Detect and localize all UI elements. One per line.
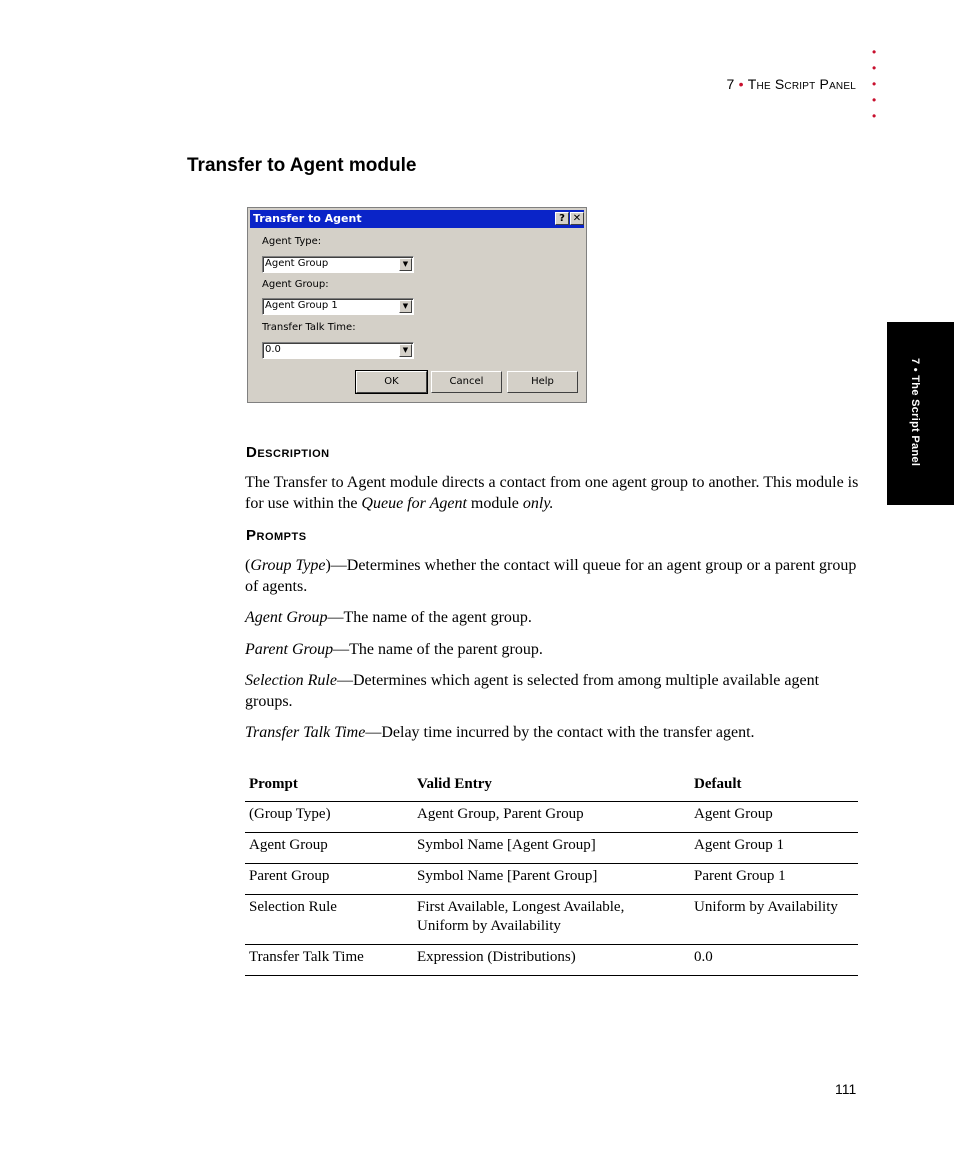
dialog-title: Transfer to Agent — [253, 212, 362, 225]
agent-type-label: Agent Type: — [262, 236, 322, 247]
prompt-term: Agent Group — [245, 609, 328, 626]
prompt-desc: —Delay time incurred by the contact with the transfer agent. — [365, 724, 755, 741]
table-cell: 0.0 — [690, 945, 858, 976]
table-cell: Symbol Name [Agent Group] — [413, 833, 690, 864]
table-cell: Selection Rule — [245, 895, 413, 945]
description-heading: Description — [246, 444, 330, 461]
header-dot: • — [872, 45, 877, 59]
prompt-item-group-type — [245, 555, 860, 597]
agent-group-select[interactable] — [262, 298, 414, 315]
chapter-number: 7 — [726, 76, 735, 92]
prompts-table — [245, 770, 858, 976]
chevron-down-icon[interactable]: ▼ — [399, 258, 412, 271]
running-head — [726, 76, 856, 92]
table-cell: Transfer Talk Time — [245, 945, 413, 976]
table-cell: Uniform by Availability — [690, 895, 858, 945]
chapter-title: The Script Panel — [747, 76, 856, 92]
header-dot: • — [872, 61, 877, 75]
help-button[interactable]: Help — [507, 371, 578, 393]
header-dot: • — [872, 109, 877, 123]
table-row — [245, 864, 858, 895]
prompt-desc: )—Determines whether the contact will queue for an agent group or a parent group of agents. — [245, 557, 857, 595]
table-cell: Agent Group — [245, 833, 413, 864]
table-row — [245, 945, 858, 976]
chevron-down-icon[interactable]: ▼ — [399, 300, 412, 313]
column-header: Prompt — [245, 770, 413, 802]
ok-button[interactable]: OK — [356, 371, 427, 393]
agent-type-select[interactable] — [262, 256, 414, 273]
side-tab-label: 7 • The Script Panel — [909, 358, 921, 467]
prompt-item-parent-group — [245, 639, 860, 660]
cancel-button[interactable]: Cancel — [431, 371, 502, 393]
prompt-term: Parent Group — [245, 641, 334, 658]
only-term: only. — [522, 495, 554, 512]
agent-type-value: Agent Group — [265, 258, 329, 269]
chevron-down-icon[interactable]: ▼ — [399, 344, 412, 357]
header-dots — [872, 44, 882, 124]
prompt-term: Transfer Talk Time — [245, 724, 366, 741]
prompt-item-selection-rule — [245, 670, 860, 712]
table-cell: Agent Group — [690, 802, 858, 833]
table-cell: Agent Group, Parent Group — [413, 802, 690, 833]
prompt-item-transfer-talk-time — [245, 722, 860, 743]
prompt-desc: —The name of the parent group. — [333, 641, 543, 658]
transfer-to-agent-dialog — [247, 207, 587, 403]
prompts-heading: Prompts — [246, 527, 307, 544]
table-cell: Expression (Distributions) — [413, 945, 690, 976]
table-cell: Symbol Name [Parent Group] — [413, 864, 690, 895]
table-row — [245, 802, 858, 833]
table-cell: Parent Group — [245, 864, 413, 895]
header-dot: • — [872, 77, 877, 91]
close-icon[interactable]: ✕ — [570, 212, 584, 225]
column-header: Valid Entry — [413, 770, 690, 802]
description-text — [245, 472, 860, 514]
header-dot: • — [872, 93, 877, 107]
header-bullet: • — [738, 76, 744, 92]
agent-group-label: Agent Group: — [262, 279, 329, 290]
table-cell: Parent Group 1 — [690, 864, 858, 895]
column-header: Default — [690, 770, 858, 802]
prompt-term: Selection Rule — [245, 672, 337, 689]
dialog-title-bar — [250, 210, 584, 228]
table-cell: (Group Type) — [245, 802, 413, 833]
prompt-term: Group Type — [250, 557, 326, 574]
help-title-button[interactable]: ? — [555, 212, 569, 225]
agent-group-value: Agent Group 1 — [265, 300, 338, 311]
talk-time-select[interactable] — [262, 342, 414, 359]
table-header-row — [245, 770, 858, 802]
queue-for-agent-term: Queue for Agent — [361, 495, 467, 512]
page-number: 111 — [835, 1081, 857, 1097]
talk-time-label: Transfer Talk Time: — [262, 322, 356, 333]
table-row — [245, 833, 858, 864]
prompt-desc: —Determines which agent is selected from among multiple available agent groups. — [245, 672, 820, 710]
section-title: Transfer to Agent module — [187, 155, 417, 176]
table-cell: Agent Group 1 — [690, 833, 858, 864]
prompt-item-agent-group — [245, 607, 860, 628]
talk-time-value: 0.0 — [265, 344, 281, 355]
description-text-part: The Transfer to Agent module directs a contact from one agent group to another. This module is for use within the — [245, 474, 859, 512]
table-cell: First Available, Longest Available, Uniform by Availability — [413, 895, 690, 945]
description-text-part: module — [466, 495, 523, 512]
chapter-side-tab — [887, 322, 954, 505]
prompt-desc: —The name of the agent group. — [327, 609, 532, 626]
table-row — [245, 895, 858, 945]
prompt-open: ( — [245, 557, 251, 574]
